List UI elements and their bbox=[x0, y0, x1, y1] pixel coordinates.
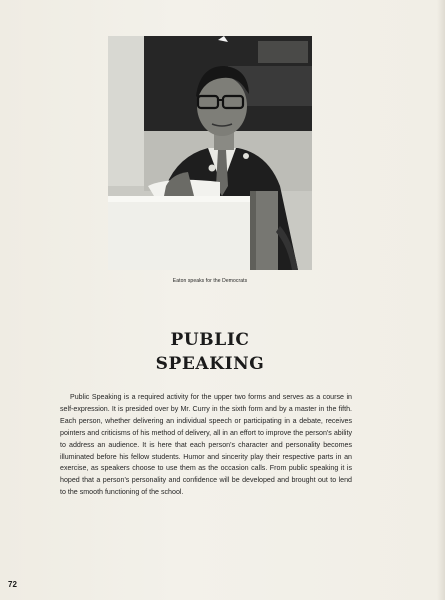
speaker-photo bbox=[108, 36, 312, 270]
title-line-2: SPEAKING bbox=[155, 354, 265, 374]
page-number: 72 bbox=[8, 580, 17, 589]
page-edge-shadow bbox=[437, 0, 445, 600]
title-line-1: PUBLIC bbox=[170, 330, 250, 350]
photo-caption: Eaton speaks for the Democrats bbox=[172, 278, 248, 284]
body-paragraph: Public Speaking is a required activity for the upper two forms and serves as a course in self-expression. It is presided over by Mr. Curry in the sixth form and by a master in the fifth. Each person, whether delivering an individual speech or participating in a debate, receives pointers and criticisms of his method of delivery, all in an effort to improve the person's ability to address an audience. It is here that each person's character and personality becomes illuminated before his fellow students. Humor and sincerity play their respective parts in an exercise, as speakers choose to use them as the occasion calls. From public speaking it is hoped that a person's personality and confidence will be developed and brought out to lend to the smooth functioning of the school. bbox=[60, 393, 352, 497]
page-title bbox=[60, 328, 360, 376]
